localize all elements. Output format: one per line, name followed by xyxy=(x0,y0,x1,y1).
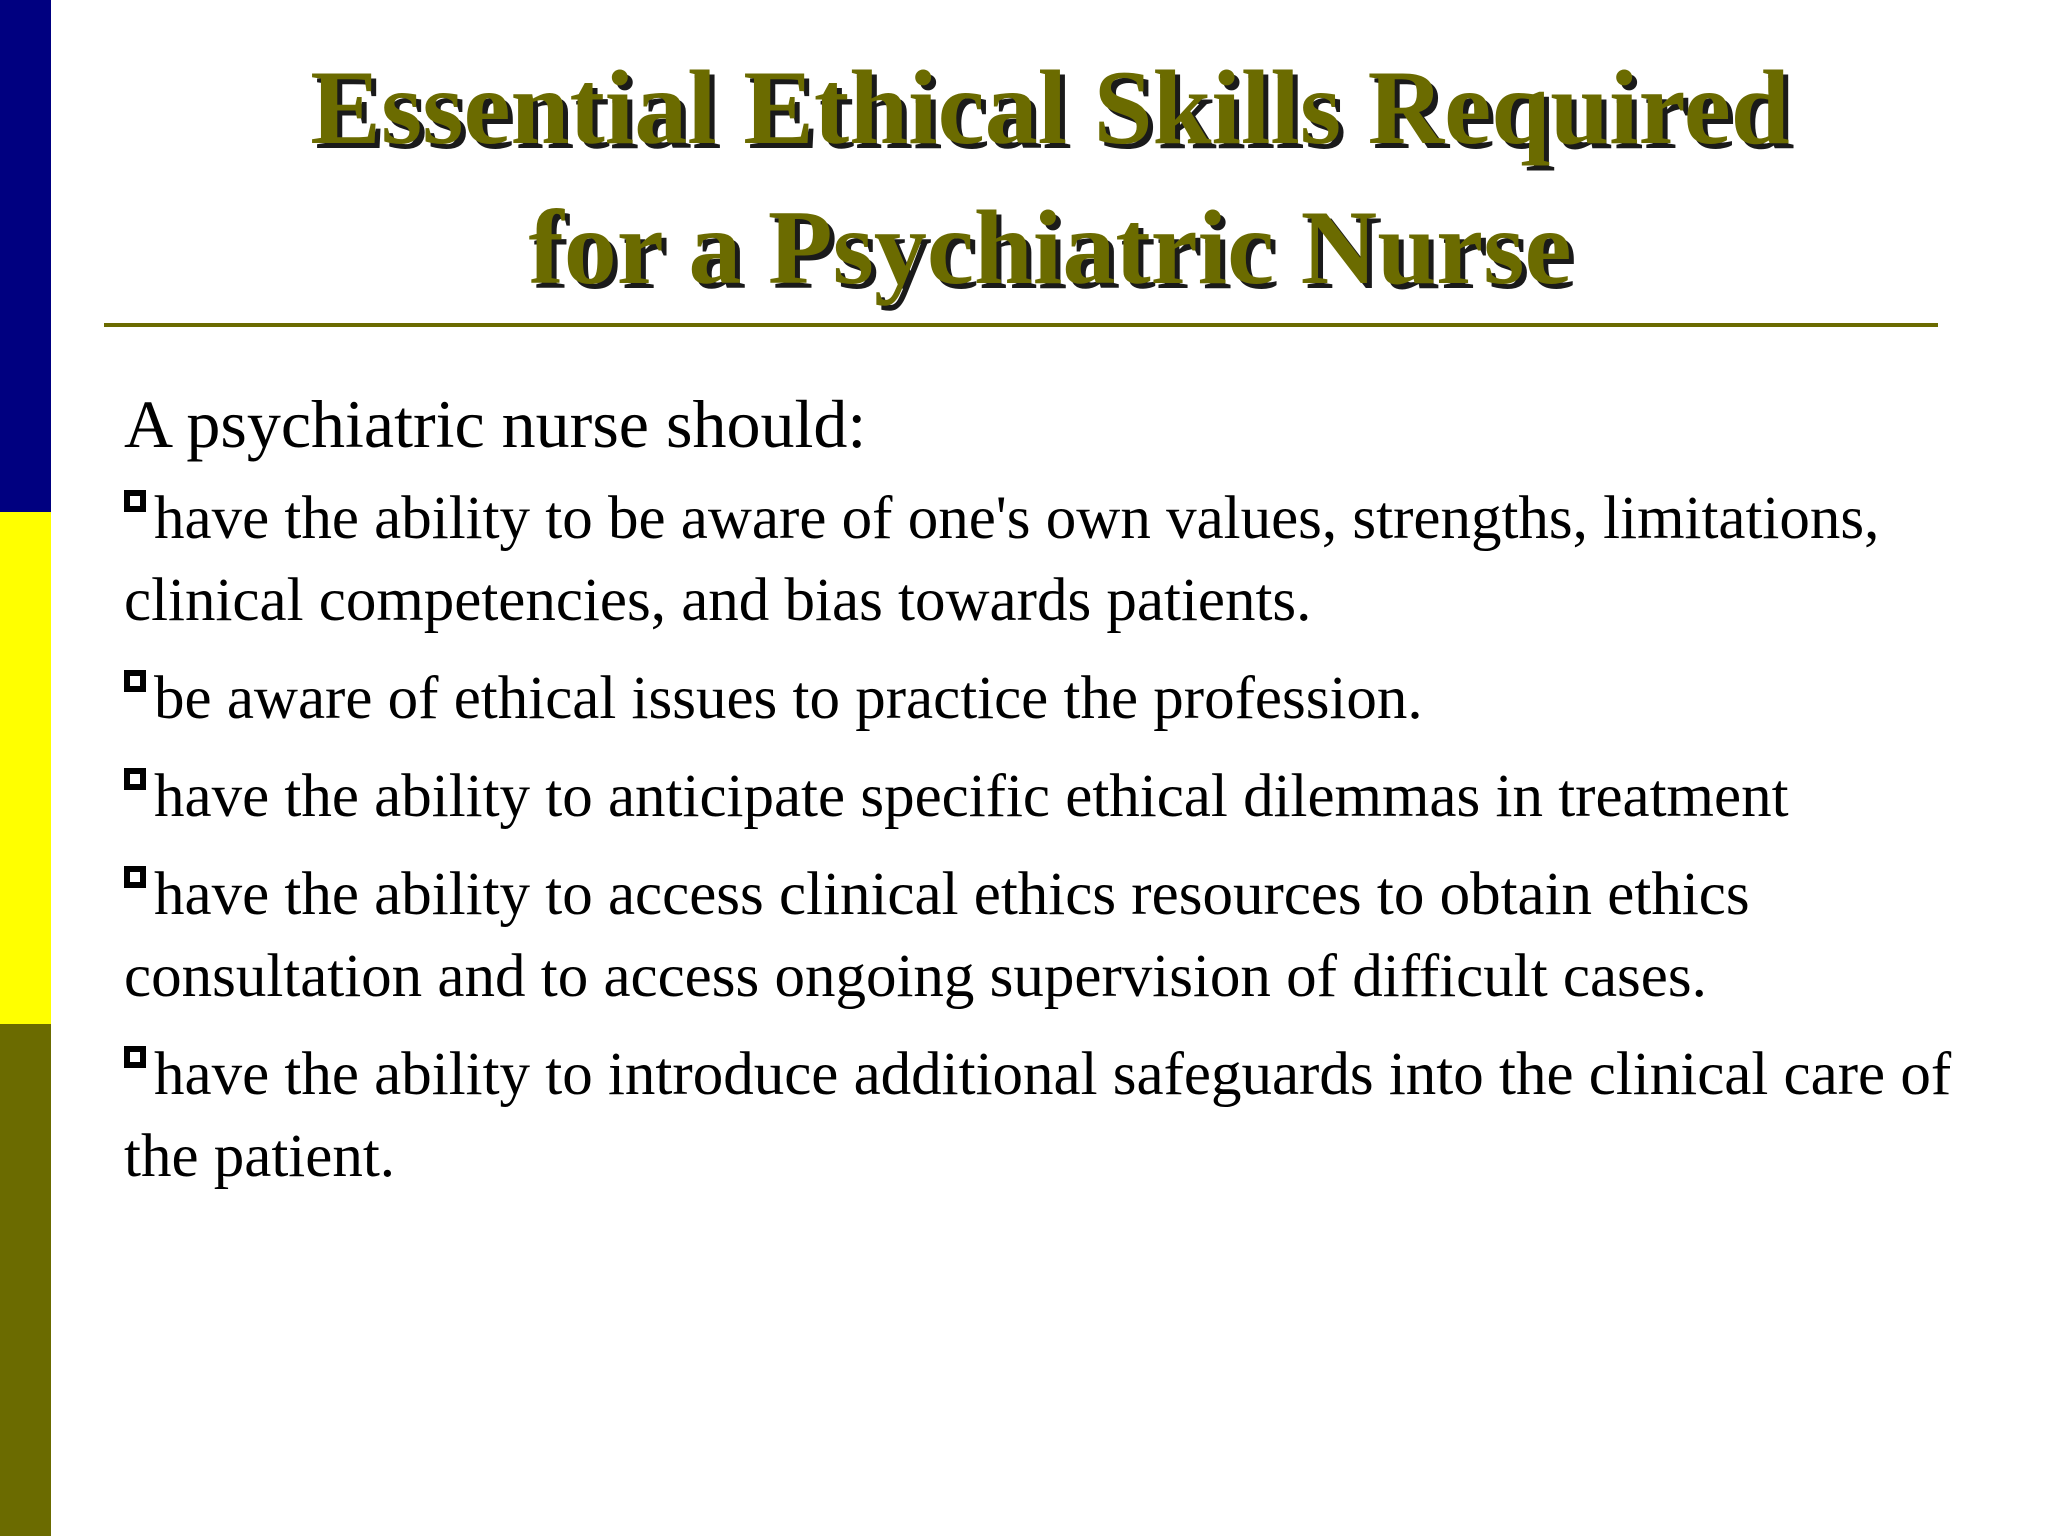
slide-title-line-1: Essential Ethical Skills Required xyxy=(310,49,1790,166)
intro-text: A psychiatric nurse should: xyxy=(124,386,867,462)
slide-title xyxy=(140,38,1960,318)
bullet-text: have the ability to be aware of one's own values, strengths, limitations, clinical competencies, and bias towards patients. xyxy=(124,485,1880,634)
hollow-square-bullet-icon xyxy=(124,670,146,692)
side-bar-yellow-segment xyxy=(0,512,51,1024)
bullet-text: have the ability to anticipate specific ethical dilemmas in treatment xyxy=(154,763,1789,830)
hollow-square-bullet-icon xyxy=(124,768,146,790)
hollow-square-bullet-icon xyxy=(124,866,146,888)
bullet-text: have the ability to introduce additional safeguards into the clinical care of the patient. xyxy=(124,1041,1952,1190)
bullet-item xyxy=(124,854,1964,1018)
bullet-item xyxy=(124,1034,1964,1198)
bullet-text: be aware of ethical issues to practice the profession. xyxy=(154,665,1423,732)
hollow-square-bullet-icon xyxy=(124,1046,146,1068)
bullet-item xyxy=(124,478,1964,642)
side-color-bar xyxy=(0,0,51,1536)
slide-body xyxy=(124,382,1964,1214)
slide-title-line-2: for a Psychiatric Nurse xyxy=(528,189,1572,306)
side-bar-navy-segment xyxy=(0,0,51,512)
bullet-item xyxy=(124,756,1964,838)
bullet-item xyxy=(124,658,1964,740)
title-divider xyxy=(104,323,1938,327)
hollow-square-bullet-icon xyxy=(124,490,146,512)
side-bar-olive-segment xyxy=(0,1024,51,1536)
bullet-text: have the ability to access clinical ethics resources to obtain ethics consultation and to access ongoing supervision of difficult cases. xyxy=(124,861,1750,1010)
